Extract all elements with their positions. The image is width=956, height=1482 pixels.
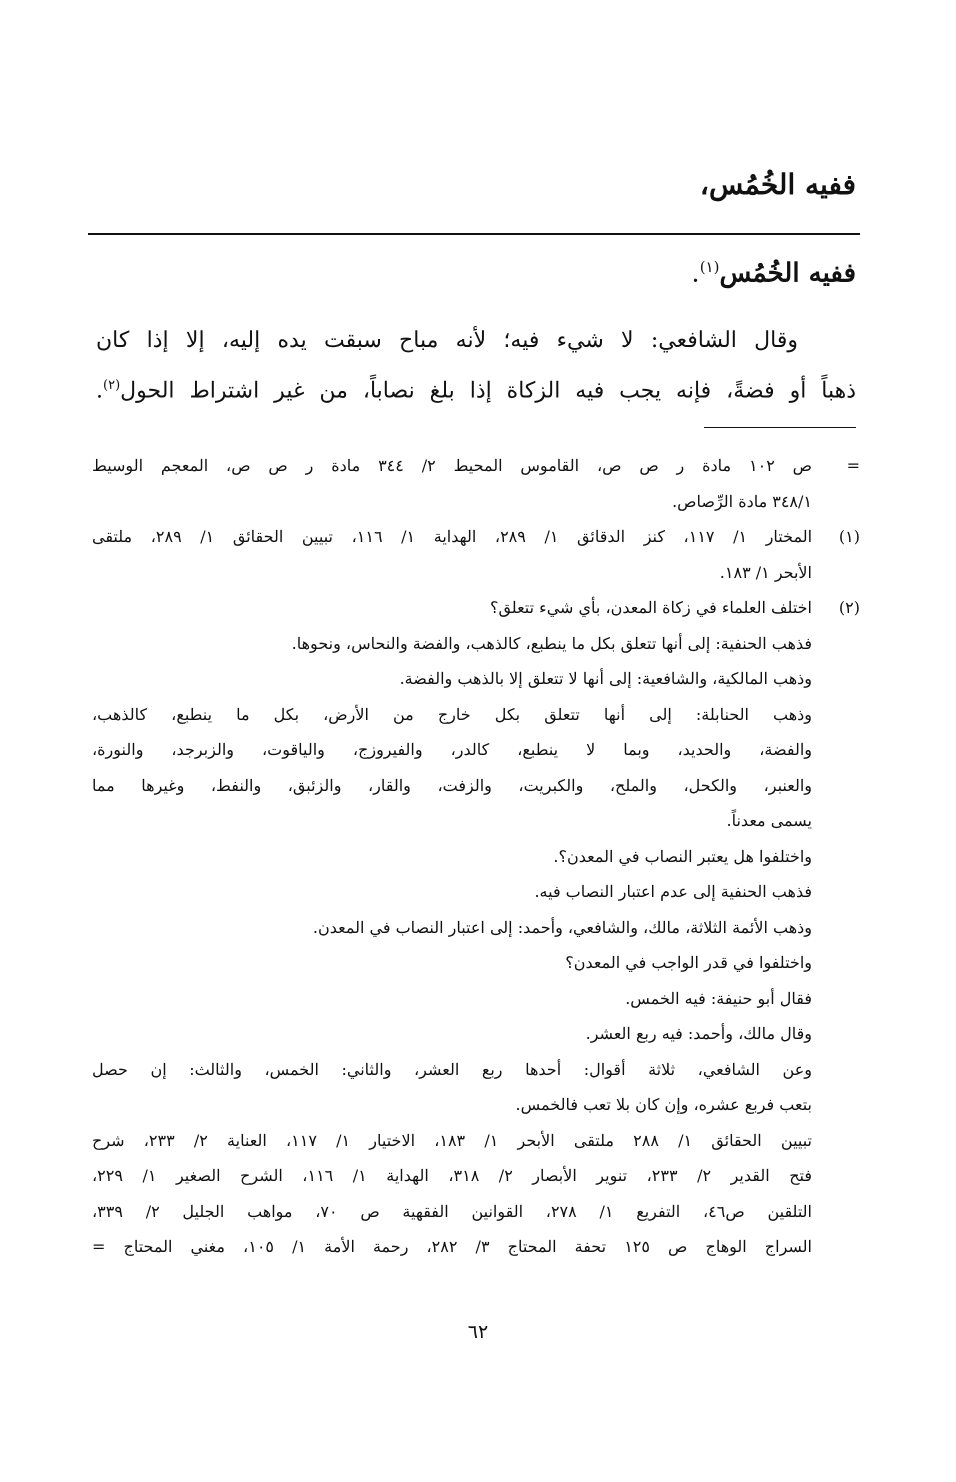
footnote-line: واختلفوا هل يعتبر النصاب في المعدن؟. <box>553 846 812 866</box>
footnote-line: فذهب الحنفية إلى عدم اعتبار النصاب فيه. <box>534 882 812 901</box>
footnote-2-body <box>92 590 812 1265</box>
footnote-line: وقال مالك، وأحمد: فيه ربع العشر. <box>585 1024 812 1043</box>
matn-line-2 <box>96 363 856 413</box>
footnote-continued-marker: = <box>846 456 860 475</box>
footnote-1 <box>92 519 860 590</box>
running-header <box>700 168 856 201</box>
footnote-line: والفضة، والحديد، وبما لا ينطبع، كالدر، والفيروزج، والياقوت، والزبرجد، والنورة، <box>92 740 812 759</box>
footnote-ref-2: (٢) <box>103 378 121 393</box>
footnote-line: السراج الوهاج ص ١٢٥ تحفة المحتاج ٣/ ٢٨٢، رحمة الأمة ١/ ١٠٥، مغني المحتاج = <box>92 1237 812 1256</box>
matn-paragraph <box>96 318 856 413</box>
matn-heading-period: . <box>691 258 700 289</box>
footnote-1-body <box>92 519 812 590</box>
matn-heading <box>691 258 856 289</box>
matn-line-1: وقال الشافعي: لا شيء فيه؛ لأنه مباح سبقت يده إليه، إلا إذا كان <box>96 328 798 353</box>
footnote-line: فتح القدير ٢/ ٢٣٣، تنوير الأبصار ٢/ ٣١٨، الهداية ١/ ١١٦، الشرح الصغير ١/ ٢٢٩، <box>92 1166 812 1185</box>
footnote-continued-body <box>92 448 812 519</box>
footnote-1-marker: (١) <box>838 527 860 546</box>
footnote-line: ص ١٠٢ مادة ر ص ص، القاموس المحيط ٢/ ٣٤٤ مادة ر ص ص، المعجم الوسيط <box>92 456 812 475</box>
footnote-ref-1: (١) <box>699 258 720 276</box>
footnote-separator <box>704 427 856 428</box>
footnote-line: التلقين ص٤٦، التفريع ١/ ٢٧٨، القوانين الفقهية ص ٧٠، مواهب الجليل ٢/ ٣٣٩، <box>92 1201 812 1221</box>
header-title: ففيه الخُمُس، <box>699 168 856 201</box>
footnote-line: اختلف العلماء في زكاة المعدن، بأي شيء تتعلق؟ <box>489 598 812 617</box>
footnote-line: فذهب الحنفية: إلى أنها تتعلق بكل ما ينطبع، كالذهب، والفضة والنحاس، ونحوها. <box>291 633 812 653</box>
footnote-line: وذهب الأئمة الثلاثة، مالك، والشافعي، وأحمد: إلى اعتبار النصاب في المعدن. <box>312 917 812 937</box>
footnote-line: بتعب فربع عشره، وإن كان بلا تعب فالخمس. <box>515 1095 812 1114</box>
footnote-2-marker: (٢) <box>838 598 860 617</box>
footnote-line: والعنبر، والكحل، والملح، والكبريت، والزفت، والقار، والزئبق، والنفط، وغيرها مما <box>92 775 812 795</box>
footnote-line: تبيين الحقائق ١/ ٢٨٨ ملتقى الأبحر ١/ ١٨٣، الاختيار ١/ ١١٧، العناية ٢/ ٢٣٣، شرح <box>92 1130 812 1150</box>
matn-line-2-text: ذهباً أو فضةً، فإنه يجب فيه الزكاة إذا بلغ نصاباً، من غير اشتراط الحول <box>120 378 856 404</box>
footnote-line: وعن الشافعي، ثلاثة أقوال: أحدها ربع العشر، والثاني: الخمس، والثالث: إن حصل <box>92 1059 812 1079</box>
footnote-line: فقال أبو حنيفة: فيه الخمس. <box>625 988 812 1008</box>
footnote-line: المختار ١/ ١١٧، كنز الدقائق ١/ ٢٨٩، الهداية ١/ ١١٦، تبيين الحقائق ١/ ٢٨٩، ملتقى <box>92 527 812 546</box>
footnote-continued <box>92 448 860 519</box>
header-rule <box>88 233 860 235</box>
matn-heading-text: ففيه الخُمُس <box>719 258 856 289</box>
matn-line-2-period: . <box>96 378 103 404</box>
footnote-line: يسمى معدناً. <box>726 811 812 830</box>
footnote-line: وذهب المالكية، والشافعية: إلى أنها لا تتعلق إلا بالذهب والفضة. <box>399 669 812 688</box>
footnote-2 <box>92 590 860 1265</box>
footnote-line: الأبحر ١/ ١٨٣. <box>719 562 812 582</box>
footnote-line: ٣٤٨/١ مادة الرِّصاص. <box>672 491 812 511</box>
footnote-line: وذهب الحنابلة: إلى أنها تتعلق بكل خارج من الأرض، بكل ما ينطبع، كالذهب، <box>92 704 812 724</box>
page-number: ٦٢ <box>467 1321 489 1343</box>
footnote-line: واختلفوا في قدر الواجب في المعدن؟ <box>565 953 812 972</box>
footnotes <box>92 448 860 1265</box>
